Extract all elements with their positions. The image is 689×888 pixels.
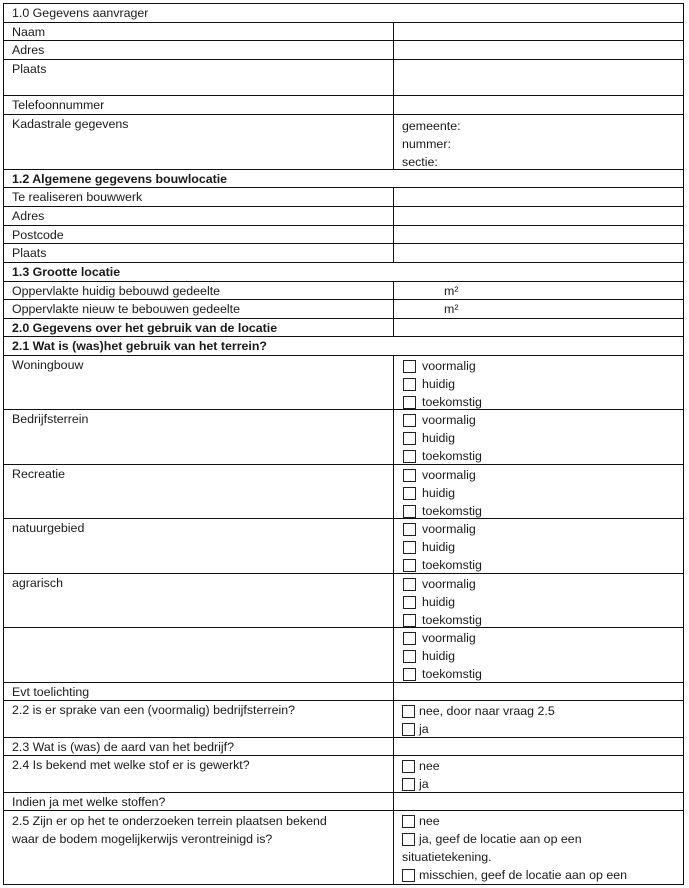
- option-label: voormalig: [422, 412, 476, 427]
- section-title: 2.1 Wat is (was)het gebruik van het terrein?: [12, 339, 267, 353]
- usage-row: [3, 409, 684, 464]
- section-title: 1.3 Grootte locatie: [12, 265, 121, 279]
- q2-4-options: [394, 756, 683, 792]
- row-q2-3: [3, 737, 684, 755]
- input-oppervlakte-huidig[interactable]: [394, 282, 683, 299]
- option-label: nee, door naar vraag 2.5: [419, 703, 555, 718]
- row-te-realiseren-bouwwerk: [3, 187, 684, 206]
- label-oppervlakte-nieuw: Oppervlakte nieuw te bebouwen gedeelte: [4, 300, 394, 318]
- label-kadastrale-gegevens: Kadastrale gegevens: [4, 115, 394, 169]
- section-header-1-2: [3, 169, 684, 187]
- checkbox[interactable]: [403, 450, 416, 463]
- checkbox[interactable]: [403, 614, 416, 627]
- section-2-0-value: [394, 319, 683, 336]
- option-ja-continuation: situatietekening.: [402, 850, 492, 864]
- option-nee[interactable]: [402, 757, 683, 775]
- option-huidig[interactable]: [403, 484, 683, 502]
- usage-options: [394, 628, 683, 682]
- label-postcode: Postcode: [4, 226, 394, 243]
- section-title: 1.2 Algemene gegevens bouwlocatie: [12, 172, 228, 186]
- usage-row: [3, 573, 684, 627]
- input-adres[interactable]: [394, 41, 683, 59]
- q2-2-options: [394, 701, 683, 737]
- label-evt-toelichting: Evt toelichting: [4, 683, 394, 700]
- usage-label: natuurgebied: [4, 519, 394, 573]
- option-label: toekomstig: [422, 503, 482, 518]
- question-line-2: waar de bodem mogelijkerwijs verontreinigd is?: [12, 832, 273, 846]
- option-voormalig[interactable]: [403, 357, 683, 375]
- checkbox[interactable]: [403, 469, 416, 482]
- checkbox[interactable]: [403, 523, 416, 536]
- row-oppervlakte-nieuw: [3, 299, 684, 318]
- option-huidig[interactable]: [403, 538, 683, 556]
- row-q2-4: [3, 755, 684, 792]
- label-locatie-adres: Adres: [4, 207, 394, 225]
- usage-options: [394, 465, 683, 518]
- application-form: [3, 3, 684, 885]
- usage-options: [394, 410, 683, 464]
- row-oppervlakte-huidig: [3, 281, 684, 299]
- option-toekomstig[interactable]: [403, 556, 683, 574]
- option-voormalig[interactable]: [403, 575, 683, 593]
- usage-label: agrarisch: [4, 574, 394, 627]
- option-label: huidig: [422, 539, 456, 554]
- option-toekomstig[interactable]: [403, 447, 683, 465]
- usage-options: [394, 356, 683, 409]
- option-voormalig[interactable]: [403, 411, 683, 429]
- option-voormalig[interactable]: [403, 466, 683, 484]
- checkbox[interactable]: [403, 505, 416, 518]
- checkbox[interactable]: [402, 833, 415, 846]
- option-toekomstig[interactable]: [403, 611, 683, 629]
- option-label: misschien, geef de locatie aan op een: [419, 867, 628, 882]
- option-label: ja: [419, 776, 429, 791]
- input-locatie-adres[interactable]: [394, 207, 683, 225]
- checkbox[interactable]: [402, 705, 415, 718]
- option-toekomstig[interactable]: [403, 393, 683, 411]
- usage-label: Bedrijfsterrein: [4, 410, 394, 464]
- option-voormalig[interactable]: [403, 520, 683, 538]
- section-title: 2.0 Gegevens over het gebruik van de locatie: [4, 319, 394, 336]
- label-indien-ja: Indien ja met welke stoffen?: [4, 793, 394, 810]
- row-naam: [3, 22, 684, 40]
- option-label: huidig: [422, 376, 456, 391]
- input-telefoonnummer[interactable]: [394, 96, 683, 114]
- row-plaats: [3, 59, 684, 95]
- row-adres: [3, 40, 684, 59]
- checkbox[interactable]: [403, 378, 416, 391]
- field-sectie[interactable]: sectie:: [402, 155, 438, 169]
- usage-options: [394, 519, 683, 573]
- checkbox[interactable]: [403, 596, 416, 609]
- question-2-2: 2.2 is er sprake van een (voormalig) bedrijfsterrein?: [4, 701, 394, 737]
- checkbox[interactable]: [402, 778, 415, 791]
- option-huidig[interactable]: [403, 429, 683, 447]
- unit-m2: m²: [444, 284, 459, 298]
- input-oppervlakte-nieuw[interactable]: [394, 300, 683, 318]
- question-2-5: [4, 811, 394, 884]
- option-label: huidig: [422, 648, 456, 663]
- section-header-2-0: [3, 318, 684, 336]
- usage-row: [3, 518, 684, 573]
- option-label: voormalig: [422, 358, 476, 373]
- option-label: huidig: [422, 485, 456, 500]
- input-naam[interactable]: [394, 23, 683, 40]
- option-ja[interactable]: [402, 775, 683, 793]
- label-oppervlakte-huidig: Oppervlakte huidig bebouwd gedeelte: [4, 282, 394, 299]
- input-welke-stoffen[interactable]: [394, 793, 683, 810]
- checkbox[interactable]: [403, 632, 416, 645]
- usage-label: [4, 628, 394, 682]
- kadastrale-fields[interactable]: [394, 115, 683, 169]
- option-huidig[interactable]: [403, 647, 683, 665]
- usage-row: [3, 464, 684, 518]
- option-label: nee: [419, 813, 440, 828]
- input-plaats[interactable]: [394, 60, 683, 95]
- question-line-1: 2.5 Zijn er op het te onderzoeken terrein plaatsen bekend: [12, 814, 327, 828]
- row-postcode: [3, 225, 684, 243]
- q2-5-options: [394, 811, 683, 884]
- option-misschien[interactable]: [402, 866, 683, 884]
- usage-label: Recreatie: [4, 465, 394, 518]
- usage-row: [3, 627, 684, 682]
- option-label: toekomstig: [422, 557, 482, 572]
- option-nee[interactable]: [402, 702, 683, 720]
- option-label: voormalig: [422, 467, 476, 482]
- option-toekomstig[interactable]: [403, 502, 683, 520]
- unit-m2: m²: [444, 302, 459, 316]
- checkbox[interactable]: [403, 414, 416, 427]
- section-header-1-0: [3, 3, 684, 22]
- option-label: toekomstig: [422, 448, 482, 463]
- section-header-2-1: [3, 336, 684, 355]
- option-nee[interactable]: [402, 812, 683, 830]
- label-adres: Adres: [4, 41, 394, 59]
- option-label: toekomstig: [422, 394, 482, 409]
- label-bouwwerk: Te realiseren bouwwerk: [4, 188, 394, 206]
- label-locatie-plaats: Plaats: [4, 244, 394, 262]
- checkbox[interactable]: [402, 869, 415, 882]
- option-label: voormalig: [422, 630, 476, 645]
- option-label: huidig: [422, 594, 456, 609]
- checkbox[interactable]: [403, 396, 416, 409]
- checkbox[interactable]: [403, 668, 416, 681]
- option-label: voormalig: [422, 576, 476, 591]
- row-q2-2: [3, 700, 684, 737]
- checkbox[interactable]: [402, 760, 415, 773]
- section-title: 1.0 Gegevens aanvrager: [12, 6, 149, 20]
- row-kadastrale-gegevens: [3, 114, 684, 169]
- option-label: nee: [419, 758, 440, 773]
- row-indien-ja: [3, 792, 684, 810]
- option-label: voormalig: [422, 521, 476, 536]
- row-locatie-adres: [3, 206, 684, 225]
- checkbox[interactable]: [403, 541, 416, 554]
- option-huidig[interactable]: [403, 593, 683, 611]
- usage-row: [3, 355, 684, 409]
- option-huidig[interactable]: [403, 375, 683, 393]
- field-gemeente[interactable]: gemeente:: [402, 119, 461, 133]
- option-label: ja, geef de locatie aan op een: [419, 831, 582, 846]
- checkbox[interactable]: [403, 578, 416, 591]
- option-label: ja: [419, 721, 429, 736]
- question-2-4: 2.4 Is bekend met welke stof er is gewerkt?: [4, 756, 394, 792]
- question-2-3: 2.3 Wat is (was) de aard van het bedrijf?: [4, 738, 394, 755]
- option-label: huidig: [422, 430, 456, 445]
- row-locatie-plaats: [3, 243, 684, 262]
- checkbox[interactable]: [403, 487, 416, 500]
- label-naam: Naam: [4, 23, 394, 40]
- input-locatie-plaats[interactable]: [394, 244, 683, 262]
- row-q2-5: [3, 810, 684, 885]
- row-evt-toelichting: [3, 682, 684, 700]
- option-label: toekomstig: [422, 666, 482, 681]
- label-telefoonnummer: Telefoonnummer: [4, 96, 394, 114]
- checkbox[interactable]: [403, 360, 416, 373]
- option-label: toekomstig: [422, 612, 482, 627]
- option-ja[interactable]: [402, 720, 683, 738]
- checkbox[interactable]: [403, 559, 416, 572]
- option-ja[interactable]: [402, 830, 683, 848]
- option-voormalig[interactable]: [403, 629, 683, 647]
- option-toekomstig[interactable]: [403, 665, 683, 683]
- checkbox[interactable]: [402, 815, 415, 828]
- input-postcode[interactable]: [394, 226, 683, 243]
- usage-options: [394, 574, 683, 627]
- row-telefoonnummer: [3, 95, 684, 114]
- input-bouwwerk[interactable]: [394, 188, 683, 206]
- usage-label: Woningbouw: [4, 356, 394, 409]
- section-header-1-3: [3, 262, 684, 281]
- checkbox[interactable]: [403, 650, 416, 663]
- label-plaats: Plaats: [4, 60, 394, 95]
- input-evt-toelichting[interactable]: [394, 683, 683, 700]
- field-nummer[interactable]: nummer:: [402, 137, 451, 151]
- checkbox[interactable]: [402, 723, 415, 736]
- input-q2-3[interactable]: [394, 738, 683, 755]
- checkbox[interactable]: [403, 432, 416, 445]
